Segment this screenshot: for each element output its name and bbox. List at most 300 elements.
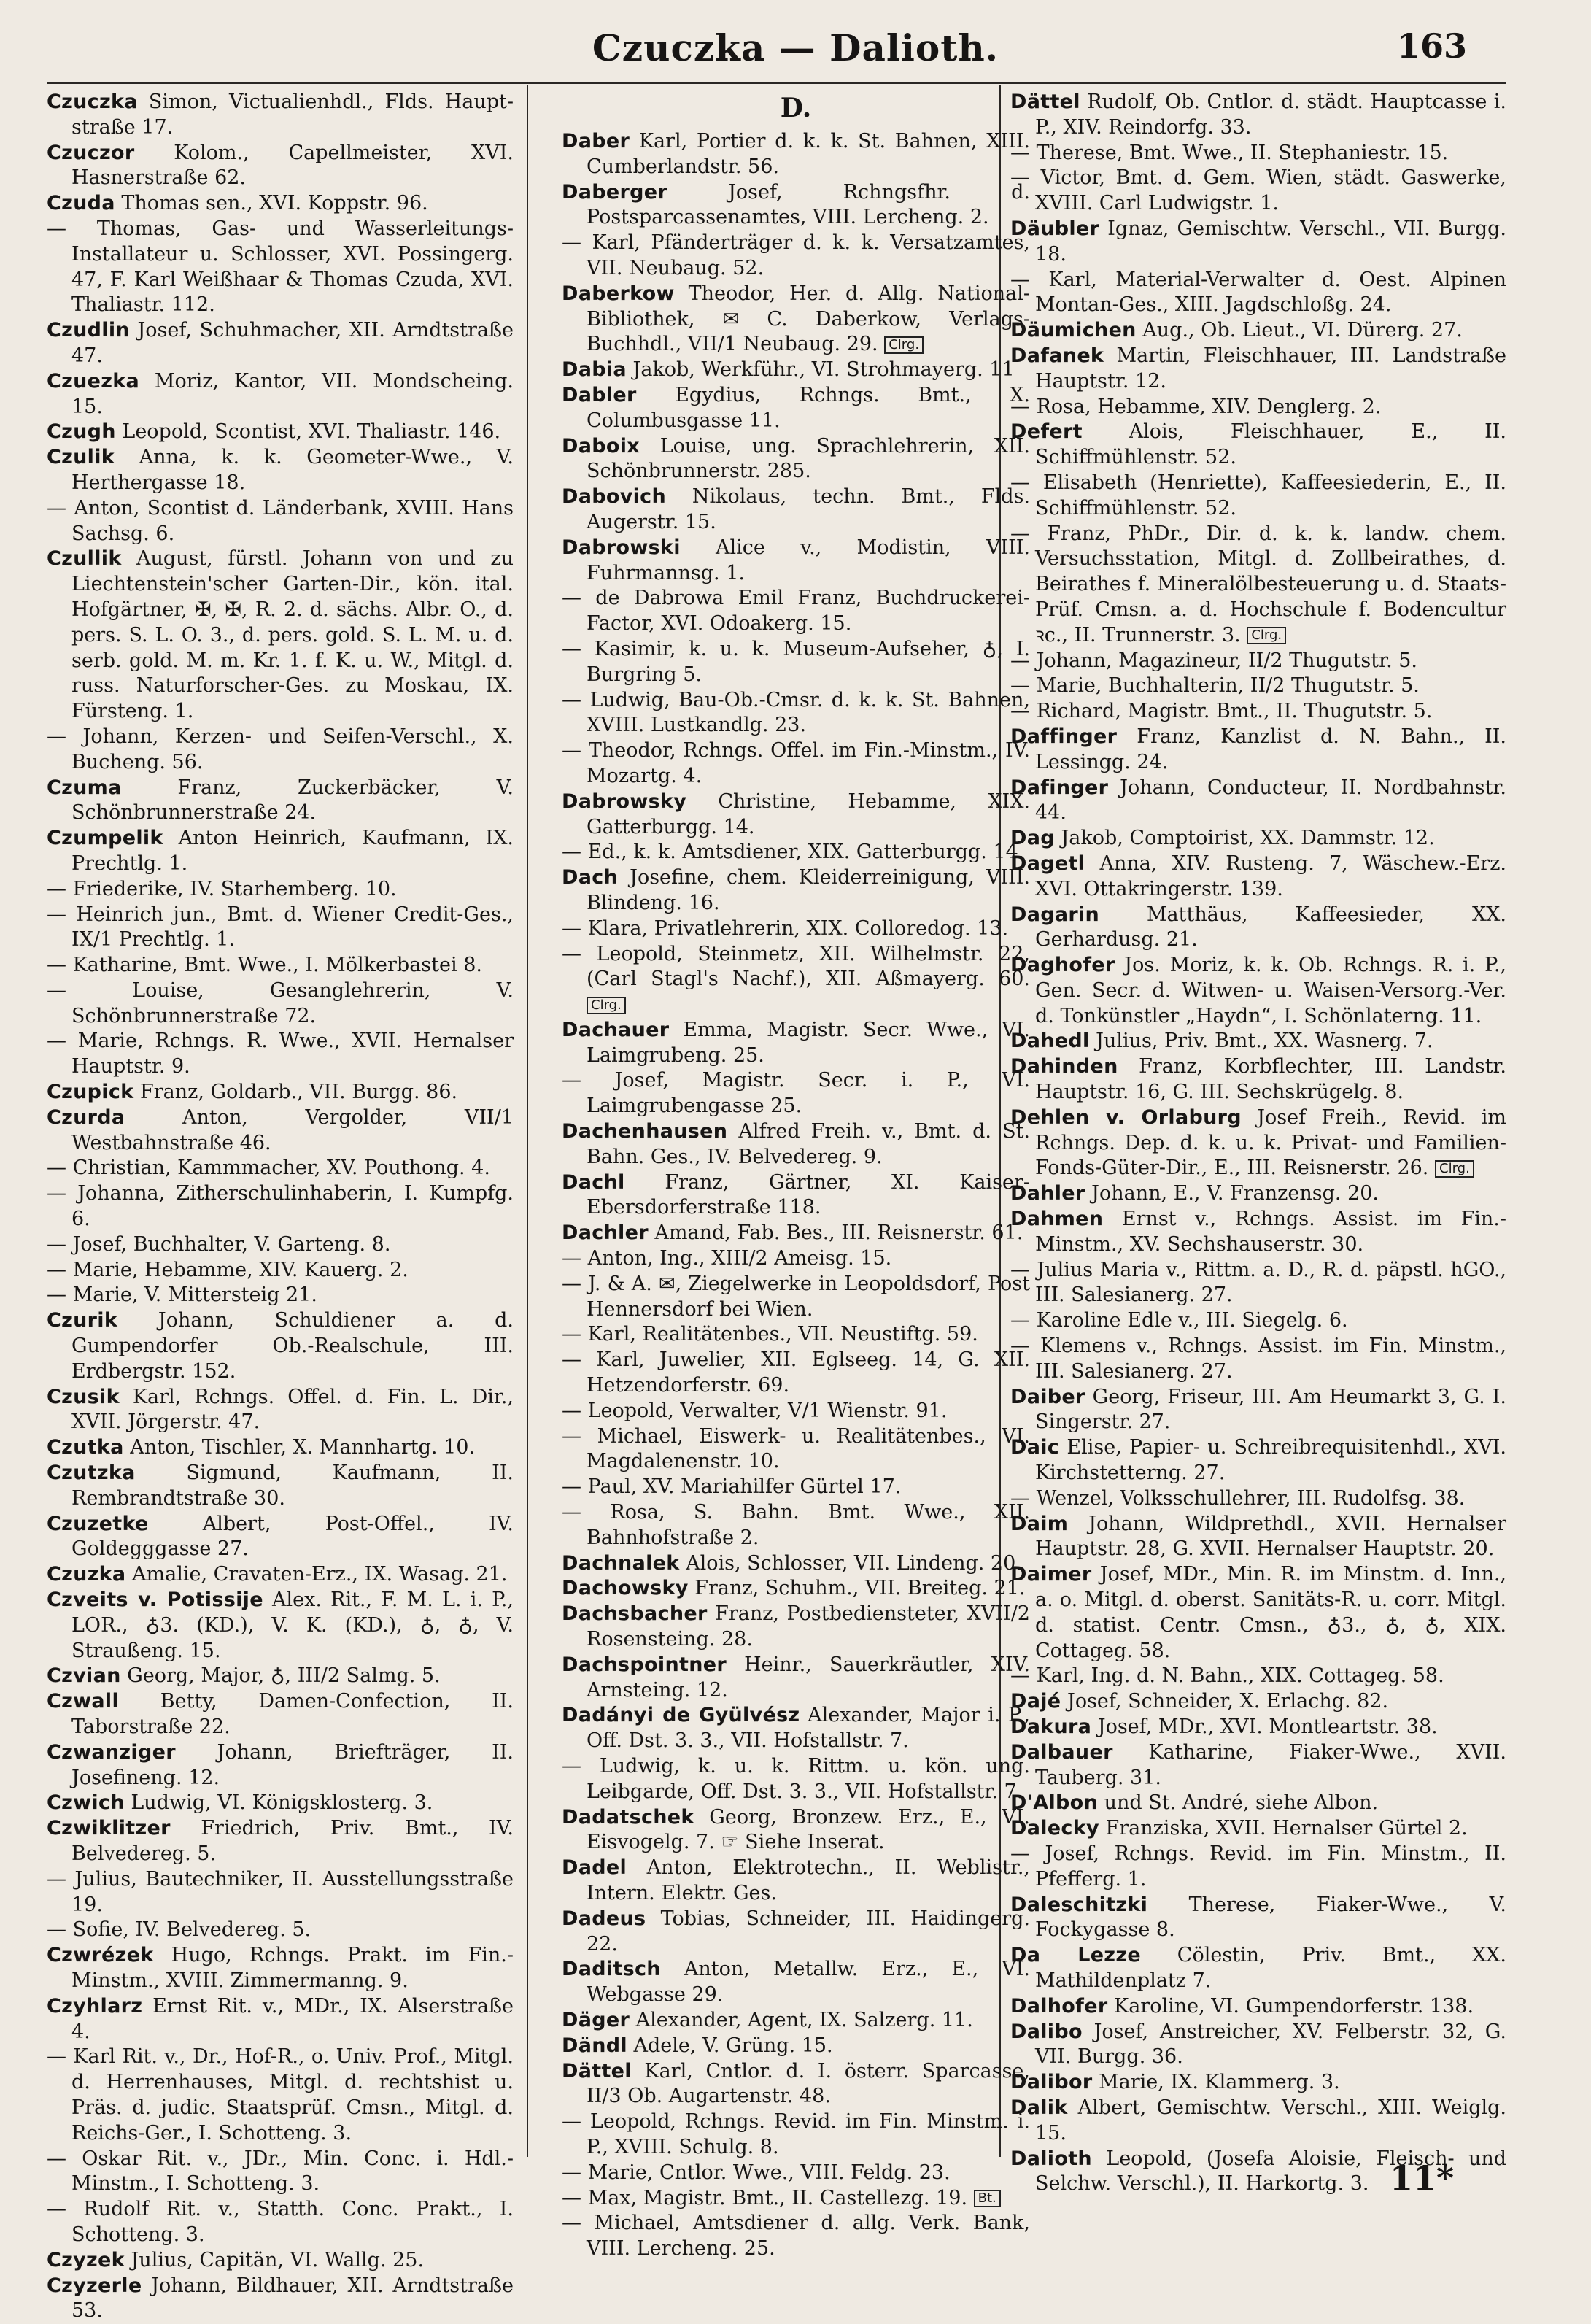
entry-details: Rudolf, Ob. Cntlor. d. städt. Hauptcasse i. P., XIV. Reindorfg. 33.	[1035, 90, 1506, 139]
entry-details: Josef, Schuhmacher, XII. Arndtstraße 47.	[71, 319, 514, 367]
entry-surname: Dalibor	[1010, 2071, 1093, 2094]
entry-surname: Czveits v. Potissije	[47, 1588, 263, 1612]
directory-entry	[562, 2059, 1030, 2110]
entry-surname: Dabovich	[562, 485, 666, 509]
directory-entry	[47, 1994, 514, 2045]
entry-details: Anton, Metallw. Erz., E., VI. Webgasse 29.	[587, 1958, 1030, 2007]
entry-details: Johann, Schuldiener a. d. Gumpendorfer Ob.-Realschule, III. Erdbergstr. 152.	[71, 1309, 514, 1383]
directory-entry	[562, 2161, 1030, 2186]
directory-entry	[1010, 141, 1506, 166]
directory-entry	[47, 1181, 514, 1232]
entry-details: Sigmund, Kaufmann, II. Rembrandtstraße 30.	[71, 1462, 514, 1510]
entry-details: Marie, IX. Klammerg. 3.	[1092, 2071, 1340, 2094]
entry-details: Georg, Major, ♁, III/2 Salmg. 5.	[120, 1664, 441, 1688]
entry-details: Franziska, XVII. Hernalser Gürtel 2.	[1099, 1817, 1468, 1840]
entry-details: Josefine, chem. Kleiderreinigung, VIII. Blindeng. 16.	[587, 866, 1030, 914]
entry-details: Johann, Wildprethdl., XVII. Hernalser Hauptstr. 28, G. XVII. Hernalser Hauptstr. 20.	[1035, 1512, 1506, 1561]
entry-surname: Dabia	[562, 358, 627, 382]
directory-entry	[562, 1805, 1030, 1856]
directory-entry	[47, 141, 514, 192]
entry-details: — Leopold, Verwalter, V/1 Wienstr. 91.	[562, 1399, 948, 1422]
entry-details: — Kasimir, k. u. k. Museum-Aufseher, ♁, I. Burgring 5.	[562, 637, 1030, 686]
entry-details: — Michael, Eiswerk- u. Realitätenbes., VI. Magdalenenstr. 10.	[562, 1424, 1030, 1473]
directory-entry	[562, 865, 1030, 916]
directory-entry	[562, 434, 1030, 485]
entry-surname: Czurik	[47, 1309, 118, 1332]
entry-surname: Dehlen v. Orlaburg	[1010, 1105, 1242, 1129]
entry-surname: Daiber	[1010, 1385, 1085, 1408]
entry-details: — Anton, Scontist d. Länderbank, XVIII. Hans Sachsg. 6.	[47, 496, 514, 545]
entry-badge: Bt.	[974, 2190, 1001, 2207]
directory-entry	[562, 942, 1030, 1018]
entry-badge: Clrg.	[1435, 1160, 1474, 1178]
directory-entry	[562, 383, 1030, 434]
entry-details: Ignaz, Gemischtw. Verschl., VII. Burgg. 18.	[1035, 217, 1506, 266]
entry-details: — Victor, Bmt. d. Gem. Wien, städt. Gaswerke, XVIII. Carl Ludwigstr. 1.	[1010, 166, 1506, 215]
entry-details: — Rudolf Rit. v., Statth. Conc. Prakt., I. Schotteng. 3.	[47, 2198, 514, 2246]
entry-details: Leopold, Scontist, XVI. Thaliastr. 146.	[115, 420, 501, 444]
entry-details: Karl, Portier d. k. k. St. Bahnen, XIII. Cumberlandstr. 56.	[587, 130, 1030, 178]
entry-details: — J. & A. ✉, Ziegelwerke in Leopoldsdorf, Post Hennersdorf bei Wien.	[562, 1272, 1030, 1321]
entry-surname: Dachsbacher	[562, 1602, 708, 1626]
entry-details: — Karl, Juwelier, XII. Eglseeg. 14, G. XII. Hetzendorferstr. 69.	[562, 1348, 1030, 1397]
entry-details: Amand, Fab. Bes., III. Reisnerstr. 61.	[648, 1221, 1023, 1245]
directory-entry	[1010, 522, 1506, 649]
entry-details: Anna, k. k. Geometer-Wwe., V. Herthergasse 18.	[71, 446, 514, 494]
directory-entry	[47, 978, 514, 1030]
entry-surname: Daim	[1010, 1512, 1069, 1535]
entry-surname: Dach	[562, 866, 619, 889]
entry-details: Franz, Schuhm., VII. Breiteg. 21.	[688, 1577, 1026, 1600]
entry-surname: Czuzka	[47, 1563, 126, 1586]
directory-column-3	[1010, 90, 1506, 2196]
entry-surname: Dajé	[1010, 1690, 1061, 1713]
entry-details: Thomas sen., XVI. Koppstr. 96.	[115, 192, 428, 215]
entry-surname: Dadányi de Gyülvész	[562, 1704, 800, 1727]
entry-surname: Czulik	[47, 446, 115, 469]
entry-surname: Daberger	[562, 180, 667, 204]
entry-surname: Daboix	[562, 434, 640, 458]
entry-details: Alois, Schlosser, VII. Lindeng. 20.	[679, 1551, 1022, 1575]
directory-entry	[47, 953, 514, 978]
directory-entry	[1010, 1512, 1506, 1563]
entry-surname: Dachler	[562, 1221, 649, 1245]
directory-entry	[47, 191, 514, 217]
entry-surname: Dachl	[562, 1170, 625, 1194]
directory-entry	[562, 1399, 1030, 1424]
directory-entry	[47, 1740, 514, 1791]
entry-details: Josef Freih., Revid. im Rchngs. Dep. d. k. u. k. Privat- und Familien-Fonds-Güter-Dir., E., III. Reisnerstr. 26.	[1035, 1105, 1506, 1180]
entry-surname: Czyzek	[47, 2248, 125, 2271]
directory-entry	[1010, 1791, 1506, 1816]
directory-entry	[1010, 1029, 1506, 1054]
entry-details: — Marie, Buchhalterin, II/2 Thugutstr. 5.	[1010, 674, 1420, 698]
entry-surname: Dachspointner	[562, 1653, 727, 1676]
entry-details: und St. André, siehe Albon.	[1098, 1791, 1379, 1815]
directory-entry	[47, 2045, 514, 2146]
directory-entry	[47, 1664, 514, 1689]
directory-entry	[47, 2248, 514, 2274]
entry-details: Josef, Rchngsfhr. d. Postsparcassenamtes, VIII. Lercheng. 2.	[587, 180, 1030, 229]
directory-entry	[47, 1232, 514, 1258]
directory-entry	[562, 1119, 1030, 1170]
directory-entry	[1010, 1181, 1506, 1207]
entry-details: — Karl, Material-Verwalter d. Oest. Alpinen Montan-Ges., XIII. Jagdschloßg. 24.	[1010, 268, 1506, 317]
directory-entry	[47, 2147, 514, 2198]
column-divider-1	[527, 85, 528, 2157]
directory-entry	[562, 1957, 1030, 2008]
entry-details: Jakob, Werkführ., VI. Strohmayerg. 11	[626, 358, 1015, 382]
entry-details: Alice v., Modistin, VIII. Fuhrmannsg. 1.	[587, 536, 1030, 584]
entry-surname: Czuczka	[47, 90, 138, 113]
directory-entry	[1010, 1334, 1506, 1385]
directory-entry	[47, 903, 514, 954]
entry-details: — Johann, Magazineur, II/2 Thugutstr. 5.	[1010, 649, 1418, 672]
directory-entry	[562, 1246, 1030, 1272]
directory-entry	[47, 826, 514, 877]
directory-entry	[47, 1689, 514, 1740]
entry-badge: Clrg.	[587, 997, 626, 1014]
directory-entry	[562, 1322, 1030, 1348]
directory-entry	[1010, 1664, 1506, 1689]
directory-entry	[1010, 852, 1506, 903]
entry-details: Franz, Kanzlist d. N. Bahn., II. Lessingg. 24.	[1035, 725, 1506, 773]
entry-surname: Dalhofer	[1010, 1994, 1108, 2018]
entry-surname: Daditsch	[562, 1958, 661, 1981]
entry-details: Josef, Anstreicher, XV. Felberstr. 32, G. VII. Burgg. 36.	[1035, 2020, 1506, 2069]
entry-surname: Dalik	[1010, 2096, 1068, 2119]
entry-details: Egydius, Rchngs. Bmt., X. Columbusgasse 11.	[587, 383, 1030, 432]
directory-entry	[562, 1856, 1030, 1907]
entry-details: Franz, Korbflechter, III. Landstr. Hauptstr. 16, G. III. Sechskrügelg. 8.	[1035, 1055, 1506, 1104]
directory-entry	[562, 586, 1030, 637]
entry-details: — Oskar Rit. v., JDr., Min. Conc. i. Hdl.-Minstm., I. Schotteng. 3.	[47, 2147, 514, 2196]
directory-entry	[1010, 166, 1506, 217]
entry-details: — Max, Magistr. Bmt., II. Castellezg. 19.	[562, 2186, 968, 2209]
directory-entry	[562, 2211, 1030, 2262]
directory-entry	[47, 1308, 514, 1384]
directory-entry	[47, 725, 514, 776]
directory-entry	[1010, 2070, 1506, 2096]
entry-details: Moriz, Kantor, VII. Mondscheing. 15.	[71, 369, 514, 418]
entry-surname: Czwrézek	[47, 1944, 154, 1967]
directory-entry	[562, 129, 1030, 180]
directory-entry	[1010, 1842, 1506, 1893]
entry-details: — Klemens v., Rchngs. Assist. im Fin. Minstm., III. Salesianerg. 27.	[1010, 1335, 1506, 1383]
directory-entry	[1010, 725, 1506, 776]
directory-entry	[562, 790, 1030, 841]
directory-entry	[1010, 1816, 1506, 1842]
entry-details: Johann, Conducteur, II. Nordbahnstr. 44.	[1035, 776, 1506, 825]
directory-entry	[1010, 1486, 1506, 1512]
directory-entry	[562, 916, 1030, 942]
entry-details: — Wenzel, Volksschullehrer, III. Rudolfsg. 38.	[1010, 1486, 1466, 1510]
entry-details: — Rosa, Hebamme, XIV. Denglerg. 2.	[1010, 395, 1382, 418]
directory-entry	[562, 1221, 1030, 1246]
directory-entry	[562, 1170, 1030, 1221]
directory-entry	[1010, 673, 1506, 699]
directory-entry	[562, 1500, 1030, 1551]
directory-entry	[1010, 471, 1506, 522]
entry-surname: Czwall	[47, 1690, 120, 1713]
entry-details: Franz, Zuckerbäcker, V. Schönbrunnerstraße 24.	[71, 776, 514, 825]
directory-entry	[1010, 1740, 1506, 1791]
entry-details: — Karl, Pfänderträger d. k. k. Versatzamtes, VII. Neubaug. 52.	[562, 231, 1030, 279]
entry-surname: Czusik	[47, 1385, 120, 1408]
entry-surname: Czuma	[47, 776, 122, 799]
directory-entry	[47, 1943, 514, 1994]
directory-entry	[562, 1576, 1030, 1602]
entry-badge: Clrg.	[1247, 627, 1286, 644]
entry-surname: Daimer	[1010, 1563, 1092, 1586]
entry-details: Albert, Post-Offel., IV. Goldegggasse 27.	[71, 1512, 514, 1561]
directory-entry	[47, 1791, 514, 1816]
entry-surname: Dafanek	[1010, 344, 1104, 367]
directory-entry	[47, 369, 514, 420]
entry-details: Cölestin, Priv. Bmt., XX. Mathildenplatz 7.	[1035, 1944, 1506, 1992]
entry-details: Therese, Fiaker-Wwe., V. Fockygasse 8.	[1035, 1893, 1506, 1942]
entry-surname: Dättel	[562, 2059, 632, 2082]
directory-entry	[47, 217, 514, 318]
entry-details: — Elisabeth (Henriette), Kaffeesiederin, E., II. Schiffmühlenstr. 52.	[1010, 471, 1506, 520]
entry-surname: Dabler	[562, 383, 637, 406]
entry-surname: Dalbauer	[1010, 1740, 1113, 1764]
directory-entry	[562, 1602, 1030, 1653]
directory-entry	[562, 1424, 1030, 1475]
entry-surname: Dagarin	[1010, 903, 1100, 926]
entry-details: — de Dabrowa Emil Franz, Buchdruckerei-Factor, XVI. Odoakerg. 15.	[562, 587, 1030, 636]
directory-entry	[47, 1461, 514, 1512]
entry-surname: Dalioth	[1010, 2147, 1092, 2170]
entry-details: Alex. Rit., F. M. L. i. P., LOR., ♁3. (KD.), V. K. (KD.), ♁, ♁, V. Straußeng. 15.	[71, 1588, 514, 1662]
entry-surname: Da Lezze	[1010, 1944, 1141, 1967]
entry-details: Matthäus, Kaffeesieder, XX. Gerhardusg. 21.	[1035, 903, 1506, 951]
entry-details: — Karl Rit. v., Dr., Hof-R., o. Univ. Prof., Mitgl. d. Herrenhauses, Mitgl. d. rechtshist u. Präs. d. judic. Staatsprüf. Cmsn., Mitgl. d. Reichs-Ger., I. Schotteng. 3.	[47, 2045, 514, 2145]
entry-details: — Michael, Amtsdiener d. allg. Verk. Bank, VIII. Lercheng. 25.	[562, 2212, 1030, 2261]
directory-entry	[47, 318, 514, 369]
entry-details: Georg, Bronzew. Erz., E., VI. Eisvogelg. 7. ☞ Siehe Inserat.	[587, 1805, 1030, 1854]
entry-details: Alfred Freih. v., Bmt. d. St. Bahn. Ges., IV. Belvedereg. 9.	[587, 1120, 1030, 1168]
entry-surname: Defert	[1010, 420, 1083, 444]
directory-entry	[47, 1562, 514, 1588]
directory-entry	[1010, 1385, 1506, 1436]
entry-details: — Anton, Ing., XIII/2 Ameisg. 15.	[562, 1247, 892, 1270]
directory-entry	[47, 1512, 514, 1563]
entry-details: — Paul, XV. Mariahilfer Gürtel 17.	[562, 1475, 902, 1499]
entry-surname: Czyzerle	[47, 2274, 142, 2297]
entry-surname: Czugh	[47, 420, 116, 444]
entry-details: — Theodor, Rchngs. Offel. im Fin.-Minstm., IV. Mozartg. 4.	[562, 739, 1030, 787]
entry-details: Franz, Goldarb., VII. Burgg. 86.	[133, 1081, 458, 1104]
entry-details: — Marie, Rchngs. R. Wwe., XVII. Hernalser Hauptstr. 9.	[47, 1030, 514, 1078]
entry-details: Adele, V. Grüng. 15.	[627, 2034, 833, 2057]
directory-entry	[1010, 1689, 1506, 1715]
entry-details: — Marie, Hebamme, XIV. Kauerg. 2.	[47, 1258, 409, 1281]
entry-details: Franz, Gärtner, XI. Kaiser-Ebersdorferstraße 118.	[587, 1170, 1030, 1219]
entry-surname: Dalibo	[1010, 2020, 1083, 2043]
entry-details: Ludwig, VI. Königsklosterg. 3.	[124, 1791, 433, 1815]
directory-entry	[47, 1105, 514, 1157]
directory-entry	[1010, 217, 1506, 268]
directory-entry	[1010, 1943, 1506, 1994]
directory-entry	[1010, 90, 1506, 141]
entry-details: — Ludwig, k. u. k. Rittm. u. kön. ung. Leibgarde, Off. Dst. 3. 3., VII. Hofstallstr. 7.	[562, 1755, 1030, 1803]
entry-surname: Dachauer	[562, 1018, 670, 1041]
entry-surname: Däubler	[1010, 217, 1100, 240]
directory-entry	[1010, 1994, 1506, 2020]
entry-details: Hugo, Rchngs. Prakt. im Fin.-Minstm., XVIII. Zimmermanng. 9.	[71, 1944, 514, 1992]
entry-surname: Dalecky	[1010, 1817, 1099, 1840]
entry-surname: Czutzka	[47, 1462, 136, 1485]
signature-mark: 11*	[1390, 2158, 1455, 2198]
entry-details: Julius, Priv. Bmt., XX. Wasnerg. 7.	[1089, 1030, 1433, 1053]
entry-surname: Dachenhausen	[562, 1120, 728, 1143]
directory-entry	[47, 1867, 514, 1918]
entry-surname: Czyhlarz	[47, 1994, 143, 2018]
entry-surname: Czullik	[47, 547, 122, 571]
entry-details: — Thomas, Gas- und Wasserleitungs-Installateur u. Schlosser, XVI. Possingerg. 47, F. Karl Weißhaar & Thomas Czuda, XVI. Thaliastr. 112.	[47, 217, 514, 317]
entry-details: — Ed., k. k. Amtsdiener, XIX. Gatterburgg. 14.	[562, 841, 1025, 864]
entry-details: Alexander, Agent, IX. Salzerg. 11.	[630, 2008, 973, 2031]
entry-details: Friedrich, Priv. Bmt., IV. Belvedereg. 5.	[71, 1817, 514, 1865]
directory-entry	[562, 231, 1030, 282]
entry-details: Johann, E., V. Franzensg. 20.	[1085, 1182, 1379, 1205]
entry-surname: Dahinden	[1010, 1055, 1118, 1078]
entry-details: Anna, XIV. Rusteng. 7, Wäschew.-Erz. XVI. Ottakringerstr. 139.	[1035, 852, 1506, 900]
directory-entry	[1010, 318, 1506, 344]
entry-surname: Czwich	[47, 1791, 125, 1815]
directory-entry	[1010, 2096, 1506, 2147]
entry-details: — Therese, Bmt. Wwe., II. Stephaniestr. 15.	[1010, 141, 1449, 164]
entry-surname: Däumichen	[1010, 319, 1137, 342]
entry-surname: Dadatschek	[562, 1805, 694, 1829]
directory-entry	[47, 1029, 514, 1080]
directory-entry	[47, 1258, 514, 1283]
entry-details: Katharine, Fiaker-Wwe., XVII. Tauberg. 31.	[1035, 1740, 1506, 1789]
entry-details: Betty, Damen-Confection, II. Taborstraße 22.	[71, 1690, 514, 1738]
entry-details: — Marie, Cntlor. Wwe., VIII. Feldg. 23.	[562, 2161, 951, 2184]
entry-surname: Czuczor	[47, 141, 135, 164]
directory-entry	[47, 877, 514, 903]
entry-details: Tobias, Schneider, III. Haidingerg. 22.	[587, 1907, 1030, 1956]
section-letter-heading: D.	[780, 93, 812, 123]
entry-details: Anton, Tischler, X. Mannhartg. 10.	[123, 1436, 476, 1459]
directory-entry	[562, 358, 1030, 383]
entry-badge: Clrg.	[884, 336, 924, 354]
entry-surname: Dabrowski	[562, 536, 681, 559]
entry-details: Georg, Friseur, III. Am Heumarkt 3, G. I. Singerstr. 27.	[1035, 1385, 1506, 1434]
entry-details: Josef, MDr., XVI. Montleartstr. 38.	[1091, 1715, 1438, 1738]
directory-entry	[562, 1475, 1030, 1500]
entry-details: — Franz, PhDr., Dir. d. k. k. landw. chem. Versuchsstation, Mitgl. d. Zollbeirathes, d. Beirathes f. Mineralölbesteuerung u. d. Staats-Prüf. Cmsn. a. d. Hochschule f. Bodencultur ꝛc., II. Trunnerstr. 3.	[1010, 522, 1506, 646]
directory-entry	[1010, 776, 1506, 827]
directory-entry	[47, 776, 514, 827]
entry-surname: Dag	[1010, 827, 1055, 850]
directory-entry	[562, 840, 1030, 865]
entry-details: — Josef, Rchngs. Revid. im Fin. Minstm., II. Pfefferg. 1.	[1010, 1842, 1506, 1891]
directory-entry	[562, 637, 1030, 688]
directory-entry	[562, 2008, 1030, 2034]
directory-entry	[1010, 268, 1506, 319]
directory-entry	[562, 1653, 1030, 1704]
directory-entry	[47, 2274, 514, 2324]
entry-surname: Daghofer	[1010, 954, 1115, 977]
entry-surname: Dahedl	[1010, 1030, 1090, 1053]
header-rule	[47, 82, 1506, 84]
directory-entry	[1010, 1562, 1506, 1664]
entry-surname: Dabrowsky	[562, 790, 687, 813]
directory-entry	[562, 688, 1030, 739]
entry-surname: Dagetl	[1010, 852, 1085, 875]
entry-surname: Dadeus	[562, 1907, 646, 1930]
entry-details: — Karl, Ing. d. N. Bahn., XIX. Cottageg. 58.	[1010, 1664, 1444, 1688]
directory-entry	[562, 282, 1030, 358]
directory-entry	[47, 1385, 514, 1436]
entry-surname: Dändl	[562, 2034, 627, 2057]
directory-entry	[562, 1754, 1030, 1805]
entry-details: Heinr., Sauerkräutler, XIV. Arnsteing. 12.	[587, 1653, 1030, 1702]
directory-entry	[1010, 1207, 1506, 1258]
entry-surname: Däger	[562, 2008, 630, 2031]
directory-entry	[1010, 1258, 1506, 1309]
directory-entry	[1010, 1893, 1506, 1944]
entry-details: Amalie, Cravaten-Erz., IX. Wasag. 21.	[125, 1563, 508, 1586]
directory-column-1	[47, 90, 514, 2323]
entry-details: Karl, Cntlor. d. I. österr. Sparcasse, II/3 Ob. Augartenstr. 48.	[587, 2059, 1030, 2108]
directory-entry	[562, 1551, 1030, 1577]
directory-entry	[47, 90, 514, 141]
entry-surname: Czvian	[47, 1664, 121, 1688]
directory-entry	[1010, 826, 1506, 852]
entry-surname: Daffinger	[1010, 725, 1118, 748]
directory-entry	[1010, 953, 1506, 1029]
entry-details: Anton, Vergolder, VII/1 Westbahnstraße 46.	[71, 1105, 514, 1154]
directory-entry	[1010, 699, 1506, 725]
entry-surname: Czwiklitzer	[47, 1817, 171, 1840]
entry-details: — Julius Maria v., Rittm. a. D., R. d. päpstl. hGO., III. Salesianerg. 27.	[1010, 1258, 1506, 1307]
directory-entry	[562, 2034, 1030, 2059]
directory-entry	[562, 2186, 1030, 2212]
entry-details: — Julius, Bautechniker, II. Ausstellungsstraße 19.	[47, 1867, 514, 1916]
entry-details: — Karl, Realitätenbes., VII. Neustiftg. 59.	[562, 1323, 978, 1346]
entry-details: Josef, Schneider, X. Erlachg. 82.	[1061, 1690, 1389, 1713]
directory-entry	[1010, 1054, 1506, 1105]
entry-details: — Friederike, IV. Starhemberg. 10.	[47, 877, 397, 900]
entry-details: — Rosa, S. Bahn. Bmt. Wwe., XII. Bahnhofstraße 2.	[562, 1501, 1030, 1549]
entry-details: — Richard, Magistr. Bmt., II. Thugutstr. 5.	[1010, 700, 1433, 723]
entry-details: Franz, Postbediensteter, XVII/2 Rosensteing. 28.	[587, 1602, 1030, 1651]
directory-entry	[1010, 2020, 1506, 2071]
entry-details: — Louise, Gesanglehrerin, V. Schönbrunnerstraße 72.	[47, 978, 514, 1027]
directory-entry	[47, 1435, 514, 1461]
entry-surname: Dachnalek	[562, 1551, 680, 1575]
directory-entry	[562, 536, 1030, 587]
directory-entry	[47, 1156, 514, 1181]
entry-details: Ernst v., Rchngs. Assist. im Fin.-Minstm., XV. Sechshauserstr. 30.	[1035, 1208, 1506, 1256]
directory-entry	[47, 1080, 514, 1105]
entry-details: Christine, Hebamme, XIX. Gatterburgg. 14.	[587, 790, 1030, 838]
entry-surname: Dahmen	[1010, 1208, 1104, 1231]
directory-entry	[1010, 1308, 1506, 1334]
entry-surname: Czwanziger	[47, 1740, 176, 1764]
entry-details: Martin, Fleischhauer, III. Landstraße Hauptstr. 12.	[1035, 344, 1506, 393]
directory-entry	[562, 180, 1030, 231]
entry-details: — Katharine, Bmt. Wwe., I. Mölkerbastei 8.	[47, 954, 482, 977]
entry-details: Nikolaus, techn. Bmt., Flds. Augerstr. 15.	[587, 485, 1030, 533]
entry-details: — Heinrich jun., Bmt. d. Wiener Credit-Ges., IX/1 Prechtlg. 1.	[47, 903, 514, 951]
directory-entry	[1010, 1435, 1506, 1486]
entry-surname: Czuezka	[47, 369, 140, 393]
